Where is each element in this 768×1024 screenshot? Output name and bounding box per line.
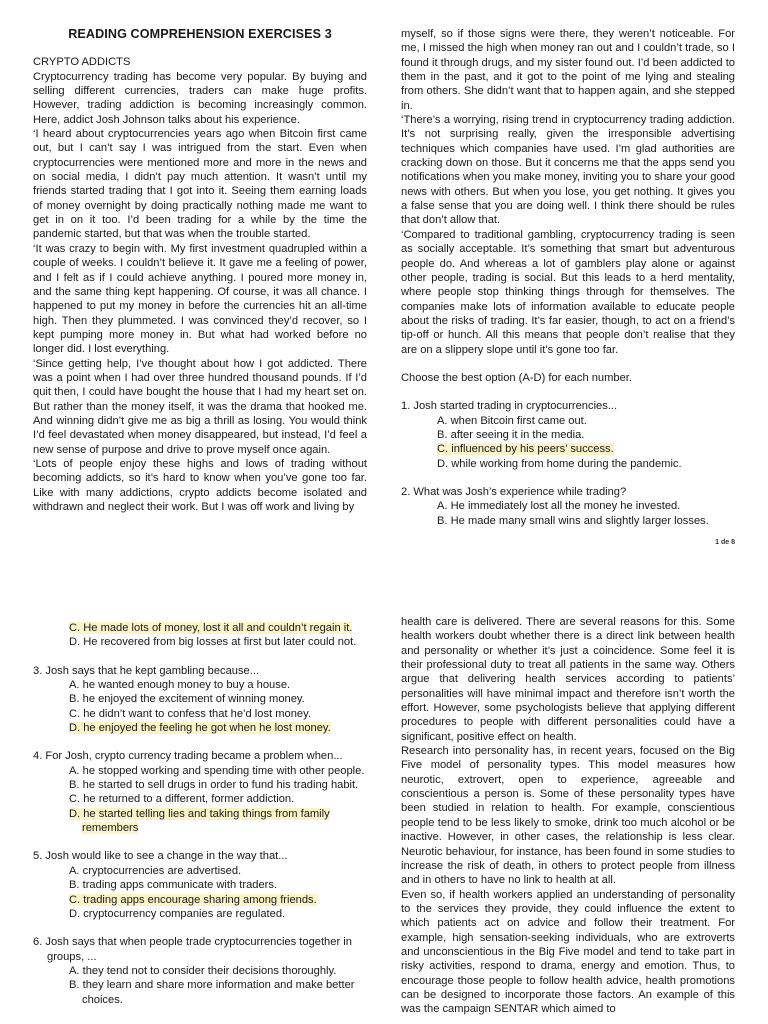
question-stem: 5. Josh would like to see a change in the way that... [33, 850, 288, 863]
option-text: C. he didn’t want to confess that he’d lost money. [69, 707, 311, 720]
question-stem: 4. For Josh, crypto currency trading became a problem when... [33, 750, 343, 763]
option-text: A. he stopped working and spending time with other people. [69, 764, 365, 777]
spacer [33, 921, 367, 935]
paragraph: health care is delivered. There are several reasons for this. Some health workers doubt whether there is a direct link between health and personality or whether it’s just a coincidence. Some feel it is their professional duty to treat all patients in the same way. Others argue that delivering health services according to patients’ personalities will have minimal impact and therefore isn’t worth the effort. However, some psychologists believe that applying different procedures to people with different personalities could have a significant, positive effect on health. [401, 616, 735, 743]
option-text: A. when Bitcoin first came out. [437, 414, 587, 427]
option-text: B. he enjoyed the excitement of winning money. [69, 693, 305, 706]
spacer [33, 835, 367, 849]
option-b [401, 514, 735, 528]
paragraph: ‘Lots of people enjoy these highs and lows of trading without becoming addicts, so it’s hard to know when you’ve gone too far. Like with many addictions, crypto addicts become isolated and withdrawn and neglect their work. But I was off work and living by [33, 457, 367, 513]
option-text: C. trading apps encourage sharing among friends. [69, 893, 317, 906]
instruction: Choose the best option (A-D) for each number. [401, 371, 632, 384]
document-title: READING COMPREHENSION EXERCISES 3 [68, 27, 332, 41]
option-b [401, 428, 735, 442]
page-number: 1 de 8 [715, 539, 735, 546]
question-5 [33, 849, 367, 921]
option-b [33, 778, 367, 792]
page-gap [0, 560, 768, 612]
option-a [33, 764, 367, 778]
option-d-highlighted [33, 721, 367, 735]
spacer [401, 471, 735, 485]
question-2-continued [33, 621, 367, 650]
paragraph: Even so, if health workers applied an understanding of personality to the services they provide, they could influence the extent to which patients act on advice and follow their treatment. For example, high sensation-seeking individuals, who are extroverts and unconscientious in the Big Five model and tend to take part in risky activities, respond to drama, energy and emotion. Thus, to encourage those people to follow health advice, health promotions can be designed to incorporate those factors. An example of this was the campaign SENTAR which aimed to [401, 888, 735, 1016]
option-text: C. He made lots of money, lost it all and couldn’t regain it. [69, 622, 353, 634]
spacer [401, 385, 735, 399]
option-text: D. he started telling lies and taking things from family remembers [69, 807, 330, 835]
option-a [33, 678, 367, 692]
question-stem: 2. What was Josh’s experience while trading? [401, 485, 627, 498]
option-text: A. they tend not to consider their decisions thoroughly. [69, 964, 337, 977]
spacer [33, 650, 367, 664]
option-a [401, 414, 735, 428]
option-b [33, 978, 367, 1007]
question-stem: 3. Josh says that he kept gambling because... [33, 664, 260, 677]
option-text: D. while working from home during the pandemic. [437, 457, 682, 470]
paragraph: myself, so if those signs were there, they weren’t noticeable. For me, I missed the high when money ran out and I couldn’t trade, so I found it through drugs, and my sister found out. I’d been addicted to them in the past, and it got to the point of me lying and stealing from others. She didn’t want that to happen again, and she stepped in. [401, 28, 735, 112]
option-c-highlighted [33, 893, 367, 907]
option-text: D. He recovered from big losses at first but later could not. [69, 636, 357, 649]
option-d [33, 635, 367, 649]
option-d [33, 907, 367, 921]
option-text: C. influenced by his peers’ success. [437, 443, 614, 456]
option-text: B. he started to sell drugs in order to fund his trading habit. [69, 779, 359, 792]
question-1 [401, 399, 735, 471]
paragraph: ‘I heard about cryptocurrencies years ago when Bitcoin first came out, but I can’t say I was intrigued from the start. Even when cryptocurrencies were mentioned more and more in the news and on social media, I didn’t pay much attention. It wasn’t until my friends started trading that I got into it. Seeing them earning loads of money overnight by doing practically nothing made me want to get in on it too. I’d been trading for a while by the time the pandemic started, but that was when the trouble started. [33, 128, 367, 241]
page2-right-column [401, 615, 735, 1017]
option-text: B. after seeing it in the media. [437, 428, 585, 441]
option-text: B. trading apps communicate with traders. [69, 879, 278, 892]
option-a [401, 499, 735, 513]
option-c [33, 707, 367, 721]
option-text: A. he wanted enough money to buy a house. [69, 679, 291, 692]
option-c-highlighted [33, 621, 367, 635]
option-text: B. they learn and share more information and make better choices. [69, 979, 355, 1006]
option-c-highlighted [401, 442, 735, 456]
paragraph: ‘It was crazy to begin with. My first investment quadrupled within a couple of weeks. I couldn’t believe it. It gave me a feeling of power, and I felt as if I could achieve anything. I poured more money in, and the same thing kept happening. Of course, it was all chance. I happened to put my money in before the currencies hit an all-time high. Then they plummeted. I was convinced they’d recover, so I kept pumping more money in. But what had worked before no longer did. I lost everything. [33, 242, 367, 356]
page1-right-column [401, 27, 735, 528]
question-2 [401, 485, 735, 528]
option-text: D. cryptocurrency companies are regulated. [69, 907, 286, 920]
option-text: A. He immediately lost all the money he invested. [437, 500, 681, 513]
option-b [33, 692, 367, 706]
option-d-highlighted [33, 807, 367, 836]
paragraph: ‘Since getting help, I’ve thought about how I got addicted. There was a point when I had over three hundred thousand pounds. If I’d quit then, I could have bought the house that I had my heart set on. But rather than the money itself, it was the drama that hooked me. And winning didn’t give me as big a thrill as losing. You would think I’d feel devastated when money disappeared, but instead, I’d feel a new sense of purpose and drive to prove myself once again. [33, 357, 367, 456]
page1-left-column [33, 27, 367, 514]
option-text: C. he returned to a different, former addiction. [69, 793, 295, 806]
option-b [33, 878, 367, 892]
question-stem: 1. Josh started trading in cryptocurrencies... [401, 400, 618, 413]
option-a [33, 864, 367, 878]
question-6 [33, 935, 367, 1007]
paragraph: Cryptocurrency trading has become very popular. By buying and selling different currencies, traders can make huge profits. However, trading addiction is becoming increasingly common. Here, addict Josh Johnson talks about his experience. [33, 70, 367, 126]
spacer [401, 357, 735, 371]
option-c [33, 792, 367, 806]
option-text: D. he enjoyed the feeling he got when he lost money. [69, 722, 331, 735]
spacer [33, 735, 367, 749]
question-4 [33, 749, 367, 835]
question-3 [33, 664, 367, 736]
paragraph: Research into personality has, in recent years, focused on the Big Five model of personality types. This model measures how neurotic, extrovert, open to experience, agreeable and conscientious a person is. Some of these personality types have been studied in relation to health. For example, conscientious people tend to be less likely to smoke, drink too much alcohol or be inactive. However, in other cases, the relationship is less clear. Neurotic behaviour, for instance, has been found in some studies to increase the risk of death, in others to protect people from illness and in others to have no link to health at all. [401, 745, 735, 887]
page2-left-column [33, 621, 367, 1007]
option-a [33, 964, 367, 978]
question-stem: 6. Josh says that when people trade cryptocurrencies together in groups, ... [33, 936, 352, 963]
article-heading: CRYPTO ADDICTS [33, 56, 131, 69]
option-text: A. cryptocurrencies are advertised. [69, 864, 242, 877]
option-d [401, 457, 735, 471]
paragraph: ‘Compared to traditional gambling, cryptocurrency trading is seen as socially acceptable. It’s something that smart but adventurous people do. And whereas a lot of gamblers play alone or against other people, trading is social. But this leads to a herd mentality, where people stop thinking things through for themselves. The companies make lots of information available to educate people about the risks of trading. It’s far easier, though, to act on a friend’s tip-off or hunch. All this means that people don’t realise that they are on a slippery slope until it’s gone too far. [401, 228, 735, 356]
paragraph: ‘There’s a worrying, rising trend in cryptocurrency trading addiction. It’s not surprising really, given the irresponsible advertising techniques which companies have used. I’m glad authorities are cracking down on those. But it concerns me that the apps send you notifications when you make money, inviting you to share your good news with others. But when you lose, you get nothing. It gives you a false sense that you are doing well. I think there should be rules that don’t allow that. [401, 114, 735, 227]
option-text: B. He made many small wins and slightly larger losses. [437, 514, 709, 527]
